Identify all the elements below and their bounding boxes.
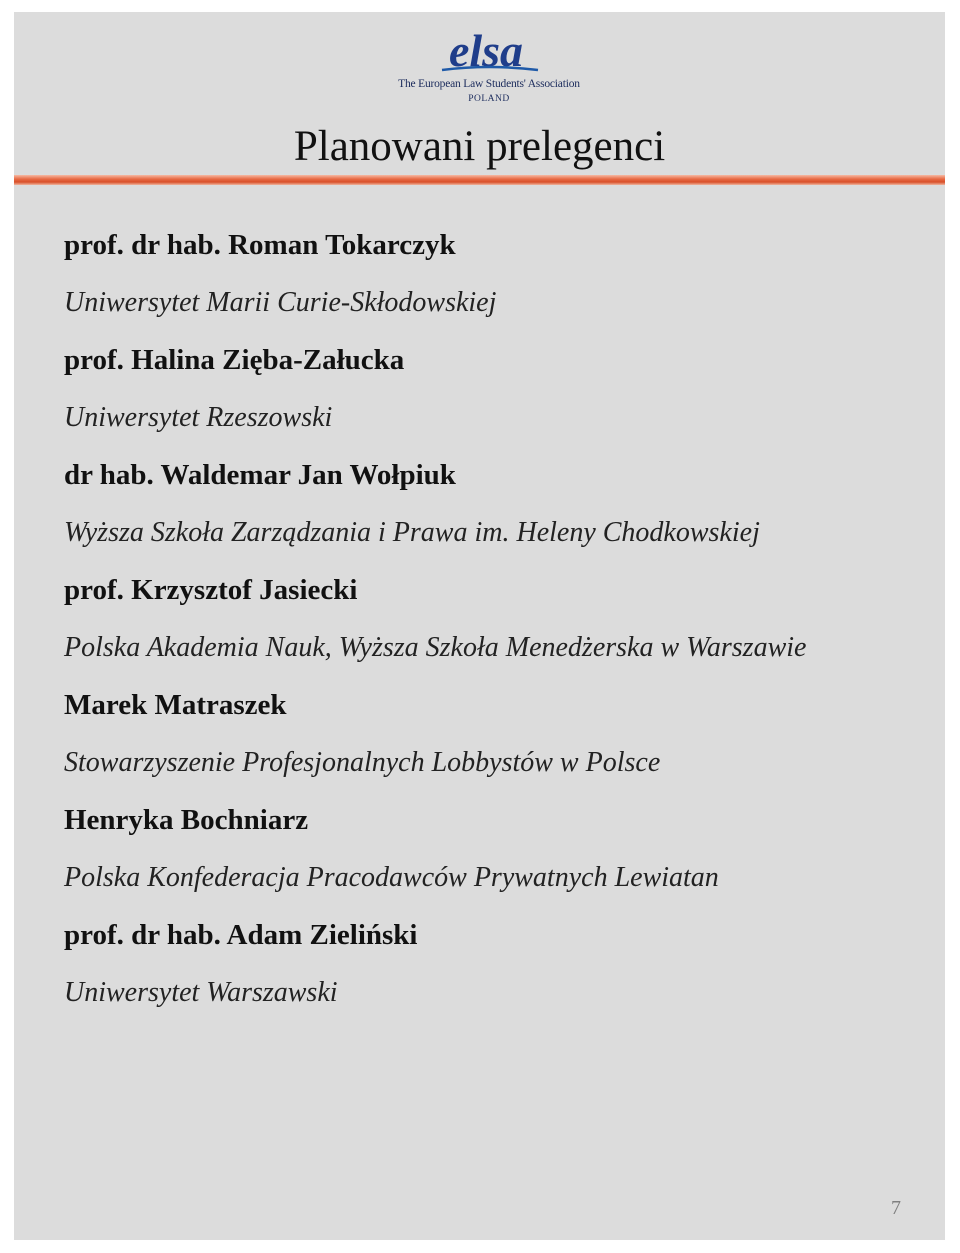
logo-wordmark: elsa	[448, 26, 524, 76]
speaker-item	[64, 686, 924, 801]
page-number: 7	[891, 1197, 901, 1219]
speaker-name: Marek Matraszek	[64, 689, 287, 721]
speaker-affiliation: Uniwersytet Marii Curie-Skłodowskiej	[64, 286, 497, 318]
page-title: Planowani prelegenci	[293, 123, 666, 170]
speaker-affiliation: Uniwersytet Rzeszowski	[64, 401, 333, 433]
speaker-item	[64, 571, 924, 686]
title-divider	[14, 175, 945, 185]
speaker-affiliation: Uniwersytet Warszawski	[64, 976, 338, 1008]
speaker-affiliation: Stowarzyszenie Profesjonalnych Lobbystów w Polsce	[64, 746, 661, 778]
speaker-name: Henryka Bochniarz	[64, 804, 309, 836]
elsa-logo-mark	[434, 26, 544, 78]
speaker-name: dr hab. Waldemar Jan Wołpiuk	[64, 459, 456, 491]
speaker-name: prof. dr hab. Roman Tokarczyk	[64, 229, 456, 261]
document-page	[14, 12, 945, 1240]
speaker-affiliation: Wyższa Szkoła Zarządzania i Prawa im. Heleny Chodkowskiej	[64, 516, 760, 548]
speaker-item	[64, 456, 924, 571]
elsa-logo	[394, 26, 584, 130]
logo-subtitle: The European Law Students' Association	[398, 78, 580, 90]
speaker-item	[64, 226, 924, 341]
speaker-affiliation: Polska Akademia Nauk, Wyższa Szkoła Menedżerska w Warszawie	[64, 631, 807, 663]
speaker-item	[64, 341, 924, 456]
speaker-item	[64, 916, 924, 1031]
logo-country: POLAND	[468, 94, 510, 104]
speaker-name: prof. dr hab. Adam Zieliński	[64, 919, 418, 951]
speaker-item	[64, 801, 924, 916]
speaker-name: prof. Halina Zięba-Załucka	[64, 344, 405, 376]
speaker-list	[64, 226, 924, 1031]
speaker-name: prof. Krzysztof Jasiecki	[64, 574, 358, 606]
speaker-affiliation: Polska Konfederacja Pracodawców Prywatnych Lewiatan	[64, 861, 719, 893]
